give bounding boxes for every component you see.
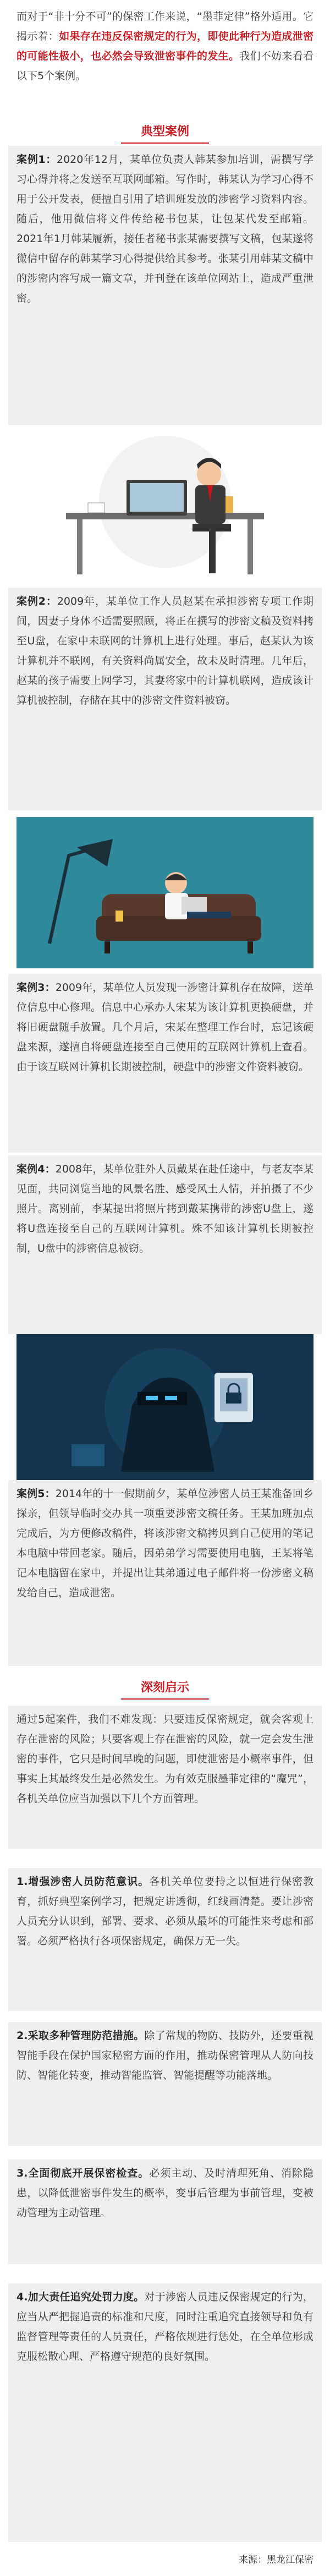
intro-text-end: 我们不妨来看看以下5个案例。 [16,50,314,82]
insight-text: 对于涉密人员违反保密规定的行为，应当从严把握追责的标准和尺度，同时注重追究直接领导和负有监督管理等责任的人员责任，严格依规进行惩处，在全单位形成克服松散心理、严格遵守规范的良好氛围。 [16,2291,314,2363]
case-text: 2009年，某单位工作人员赵某在承担涉密专项工作期间，因妻子身体不适需要照顾，将正在撰写的涉密文稿及资料拷至U盘，在家中未联网的计算机上进行处理。事后，赵某认为该计算机并不联网，有关资料尚属安全，故未及时清理。几年后，赵某的孩子需要上网学习，其妻将家中的计算机联网，造成该计算机被控制，存储在其中的涉密文件资料被窃。 [16,595,314,706]
case-text: 2014年的十一假期前夕，某单位涉密人员王某准备回乡探亲，但领导临时交办其一项重要涉密文稿任务。王某加班加点完成后，为方便修改稿件，将该涉密文稿拷贝到自己使用的笔记本电脑中带回老家。随后，因弟弟学习需要使用电脑，王某将笔记本电脑留在家中，并提出让其弟通过电子邮件将一份涉密文稿发给自己，造成泄密。 [16,1488,314,1599]
case-1-paragraph [16,150,314,308]
insight-text: 除了常规的物防、技防外，还要重视智能手段在保护国家秘密方面的作用，推动保密管理从人防向技防、智能化转变，推动智能监管、智能提醒等功能落地。 [16,2030,314,2081]
insight-heading: 3.全面彻底开展保密检查。 [16,2167,150,2179]
case-text: 2008年，某单位驻外人员戴某在赴任途中，与老友李某见面，共同浏览当地的风景名胜、感受风土人情，并拍摄了不少照片。离别前，李某提出将照片拷到戴某携带的涉密U盘上，遂将U盘连接至自己的互联网计算机。殊不知该计算机长期被控制，U盘中的涉密信息被窃。 [16,1163,314,1254]
insights-intro-text: 通过5起案件，我们不难发现：只要违反保密规定，就会客观上存在泄密的风险；只要客观上存在泄密的风险，就一定会发生泄密的事件，它只是时间早晚的问题，即使泄密是小概率事件，但事实上其最终发生是必然发生。为有效克服墨菲定律的“魔咒”，各机关单位应当加强以下几个方面管理。 [16,1713,314,1805]
case-text: 2020年12月，某单位负责人韩某参加培训，需撰写学习心得并将之发送至互联网邮箱。写作时，韩某认为学习心得不用于公开发表，便擅自引用了培训班发放的涉密学习资料内容。随后，他用微信将文件传给秘书包某，让包某代发至邮箱。2021年1月韩某履新，接任者秘书张某需要撰写文稿，包某遂将微信中留存的韩某学习心得提供给其参考。张某引用韩某文稿中的涉密内容写成一篇文章，并刊登在该单位网站上，造成严重泄密。 [16,154,314,304]
source-credit: 来源：黑龙江保密 [239,2555,314,2566]
insight-3-paragraph [16,2163,314,2223]
section-title-insights [0,1678,330,1700]
section-title-underline [121,1698,209,1700]
insight-4-paragraph [16,2287,314,2366]
section-title-typical-cases [0,122,330,144]
case-label: 案例5： [16,1488,56,1500]
case-label: 案例4： [16,1163,56,1175]
insight-2-paragraph [16,2026,314,2085]
intro-paragraph [16,7,314,86]
insights-intro-paragraph [16,1709,314,1808]
case-2-paragraph [16,591,314,710]
case-text: 2009年，某单位人员发现一涉密计算机存在故障，送单位信息中心修理。信息中心承办人宋某为该计算机更换硬盘，并将旧硬盘随手放置。几个月后，宋某在整理工作台时，忘记该硬盘来源，遂擅自将硬盘连接至自己使用的互联网计算机上查看。由于该互联网计算机长期被控制，硬盘中的涉密文件资料被窃。 [16,982,314,1073]
section-title-text: 深刻启示 [140,1681,189,1695]
insight-heading: 4.加大责任追究处罚力度。 [16,2291,145,2303]
section-title-underline [121,142,209,144]
insight-1-paragraph [16,1872,314,1951]
case-label: 案例3： [16,982,56,994]
insight-text: 各机关单位要持之以恒进行保密教育，抓好典型案例学习，把规定讲透彻，红线画清楚。要让涉密人员充分认识到，部署、要求、必须从最坏的可能性来考虑和部署。必须严格执行各项保密规定，确保万无一失。 [16,1876,314,1947]
case-5-paragraph [16,1484,314,1603]
insight-heading: 2.采取多种管理防范措施。 [16,2030,145,2042]
insight-text: 必须主动、及时清理死角、消除隐患，以降低泄密事件发生的概率，变事后管理为事前管理，变被动管理为主动管理。 [16,2167,314,2219]
sofa-laptop-illustration [16,817,314,968]
hacker-illustration [16,1334,314,1483]
intro-text: 而对于“非十分不可”的保密工作来说，“墨菲定律”格外适用。它揭示着： [16,10,314,42]
section-title-text: 典型案例 [140,125,189,139]
office-worker-illustration [16,430,314,584]
case-4-paragraph [16,1159,314,1258]
insight-heading: 1.增强涉密人员防范意识。 [16,1876,150,1888]
case-3-paragraph [16,978,314,1077]
case-label: 案例1： [16,154,57,166]
intro-emphasis: 如果存在违反保密规定的行为，即使此种行为造成泄密的可能性极小，也必然会导致泄密事件的发生。 [16,30,314,62]
case-label: 案例2： [16,595,57,607]
